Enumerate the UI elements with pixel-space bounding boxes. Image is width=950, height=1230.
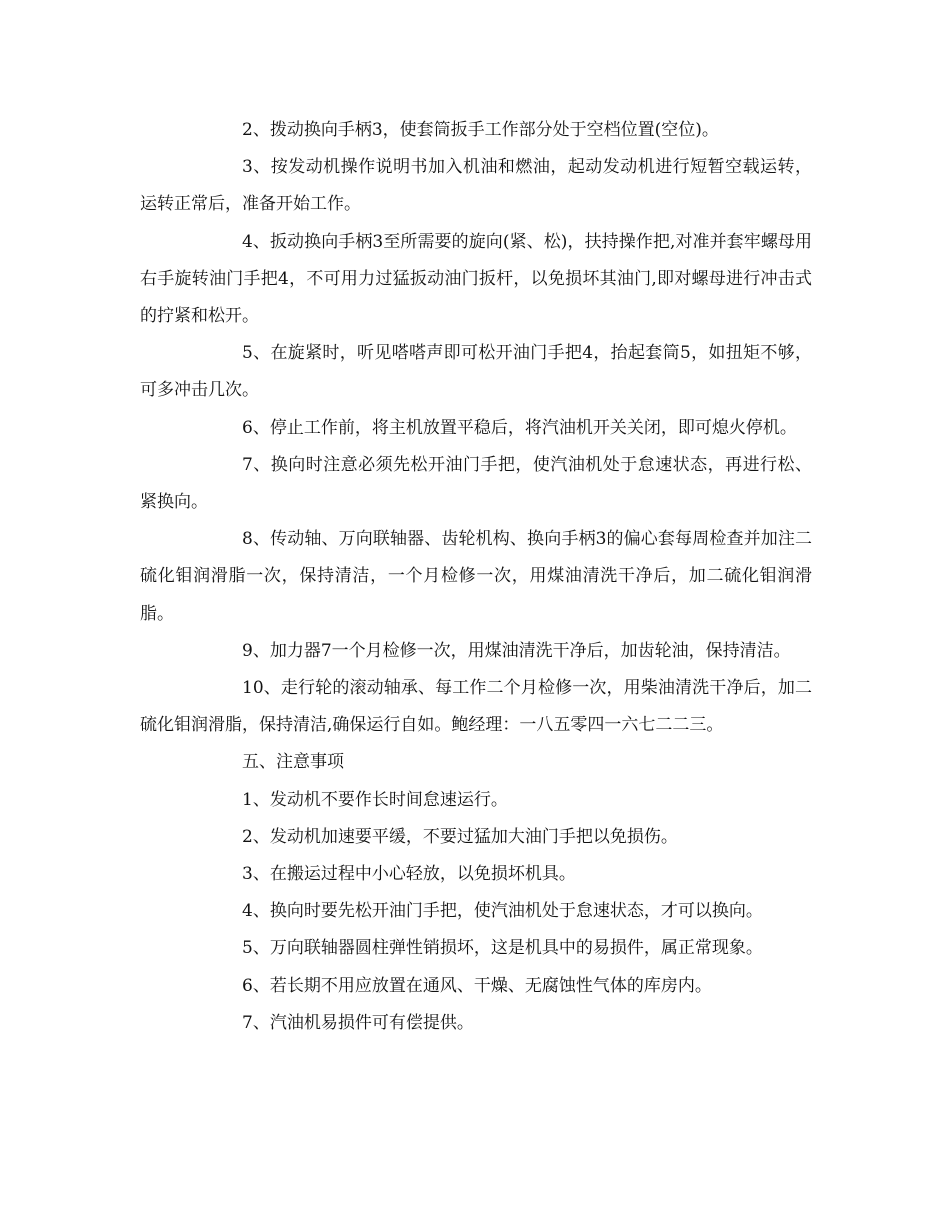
section-title: 五、注意事项 xyxy=(242,752,344,773)
paragraph-item-9: 9、加力器7一个月检修一次，用煤油清洗干净后，加齿轮油，保持清洁。 xyxy=(242,640,791,661)
paragraph-item-3: 3、按发动机操作说明书加入机油和燃油，起动发动机进行短暂空载运转，运转正常后，准备开始工作。 xyxy=(140,157,812,215)
paragraph-item-7: 7、换向时注意必须先松开油门手把，使汽油机处于怠速状态，再进行松、紧换向。 xyxy=(140,454,812,513)
paragraph-item-5: 5、在旋紧时，听见嗒嗒声即可松开油门手把4，抬起套筒5，如扭矩不够，可多冲击几次。 xyxy=(140,343,812,401)
note-item-1: 1、发动机不要作长时间怠速运行。 xyxy=(242,789,508,810)
note-item-5: 5、万向联轴器圆柱弹性销损坏，这是机具中的易损件，属正常现象。 xyxy=(242,938,763,959)
note-item-2: 2、发动机加速要平缓，不要过猛加大油门手把以免损伤。 xyxy=(242,826,678,847)
paragraph-item-10: 10、走行轮的滚动轴承、每工作二个月检修一次，用柴油清洗干净后，加二硫化钼润滑脂，保持清洁,确保运行自如。鲍经理：一八五零四一六七二二三。 xyxy=(140,678,812,736)
note-item-3: 3、在搬运过程中小心轻放，以免损坏机具。 xyxy=(242,864,576,885)
paragraph-item-6: 6、停止工作前，将主机放置平稳后，将汽油机开关关闭，即可熄火停机。 xyxy=(242,417,797,438)
paragraph-item-4: 4、扳动换向手柄3至所需要的旋向(紧、松)，扶持操作把,对准并套牢螺母用右手旋转油门手把4，不可用力过猛扳动油门扳杆，以免损坏其油门,即对螺母进行冲击式的拧紧和松开。 xyxy=(140,231,812,327)
document-body xyxy=(140,112,812,1042)
note-item-4: 4、换向时要先松开油门手把，使汽油机处于怠速状态，才可以换向。 xyxy=(242,901,763,922)
note-item-6: 6、若长期不用应放置在通风、干燥、无腐蚀性气体的库房内。 xyxy=(242,975,712,996)
paragraph-item-2: 2、拨动换向手柄3，使套筒扳手工作部分处于空档位置(空位)。 xyxy=(242,120,719,140)
paragraph-item-8: 8、传动轴、万向联轴器、齿轮机构、换向手柄3的偏心套每周检查并加注二硫化钼润滑脂一次，保持清洁，一个月检修一次，用煤油清洗干净后，加二硫化钼润滑脂。 xyxy=(140,529,812,624)
note-item-7: 7、汽油机易损件可有偿提供。 xyxy=(242,1012,474,1033)
